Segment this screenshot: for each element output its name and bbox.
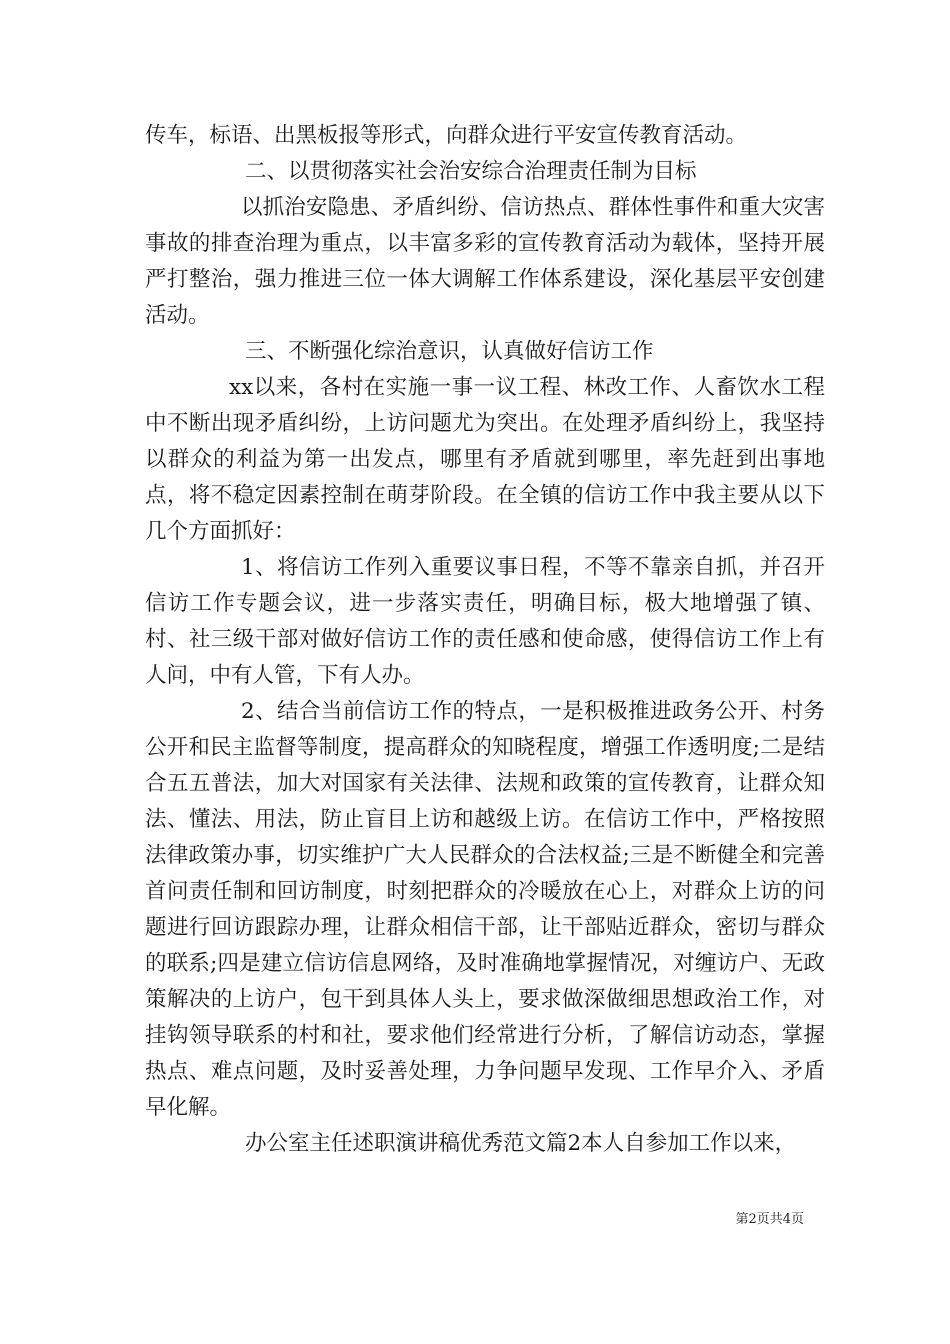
paragraph-section-2: 以抓治安隐患、矛盾纠纷、信访热点、群体性事件和重大灾害事故的排查治理为重点，以丰富多彩的宣传教育活动为载体，坚持开展严打整治，强力推进三位一体大调解工作体系建设，深化基层平安创建活动。 bbox=[145, 195, 825, 328]
paragraph-section-3: xx以来，各村在实施一事一议工程、林改工作、人畜饮水工程中不断出现矛盾纠纷，上访问题尤为突出。在处理矛盾纠纷上，我坚持以群众的利益为第一出发点，哪里有矛盾就到哪里，率先赶到出事地点，将不稳定因素控制在萌芽阶段。在全镇的信访工作中我主要从以下几个方面抓好： bbox=[145, 375, 825, 544]
section-heading-2: 二、以贯彻落实社会治安综合治理责任制为目标 bbox=[245, 159, 697, 184]
document-body bbox=[145, 118, 825, 1162]
numbered-item-2: 2、结合当前信访工作的特点，一是积极推进政务公开、村务公开和民主监督等制度，提高群众的知晓程度，增强工作透明度;二是结合五五普法，加大对国家有关法律、法规和政策的宣传教育，让群众知法、懂法、用法，防止盲目上访和越级上访。在信访工作中，严格按照法律政策办事，切实维护广大人民群众的合法权益;三是不断健全和完善首问责任制和回访制度，时刻把群众的冷暖放在心上，对群众上访的问题进行回访跟踪办理，让群众相信干部，让干部贴近群众，密切与群众的联系;四是建立信访信息网络，及时准确地掌握情况，对缠访户、无政策解决的上访户，包干到具体人头上，要求做深做细思想政治工作，对挂钩领导联系的村和社，要求他们经常进行分析，了解信访动态，掌握热点、难点问题，及时妥善处理，力争问题早发现、工作早介入、矛盾早化解。 bbox=[145, 699, 825, 1120]
section-heading-3: 三、不断强化综治意识，认真做好信访工作 bbox=[245, 339, 654, 364]
page-number-footer: 第2页共4页 bbox=[735, 1212, 804, 1227]
paragraph-continued: 传车，标语、出黑板报等形式，向群众进行平安宣传教育活动。 bbox=[145, 123, 748, 148]
numbered-item-1: 1、将信访工作列入重要议事日程，不等不靠亲自抓，并召开信访工作专题会议，进一步落实责任，明确目标，极大地增强了镇、村、社三级干部对做好信访工作的责任感和使命感，使得信访工作上有人问，中有人管，下有人办。 bbox=[145, 555, 825, 688]
next-article-start: 办公室主任述职演讲稿优秀范文篇2本人自参加工作以来， bbox=[245, 1131, 797, 1156]
